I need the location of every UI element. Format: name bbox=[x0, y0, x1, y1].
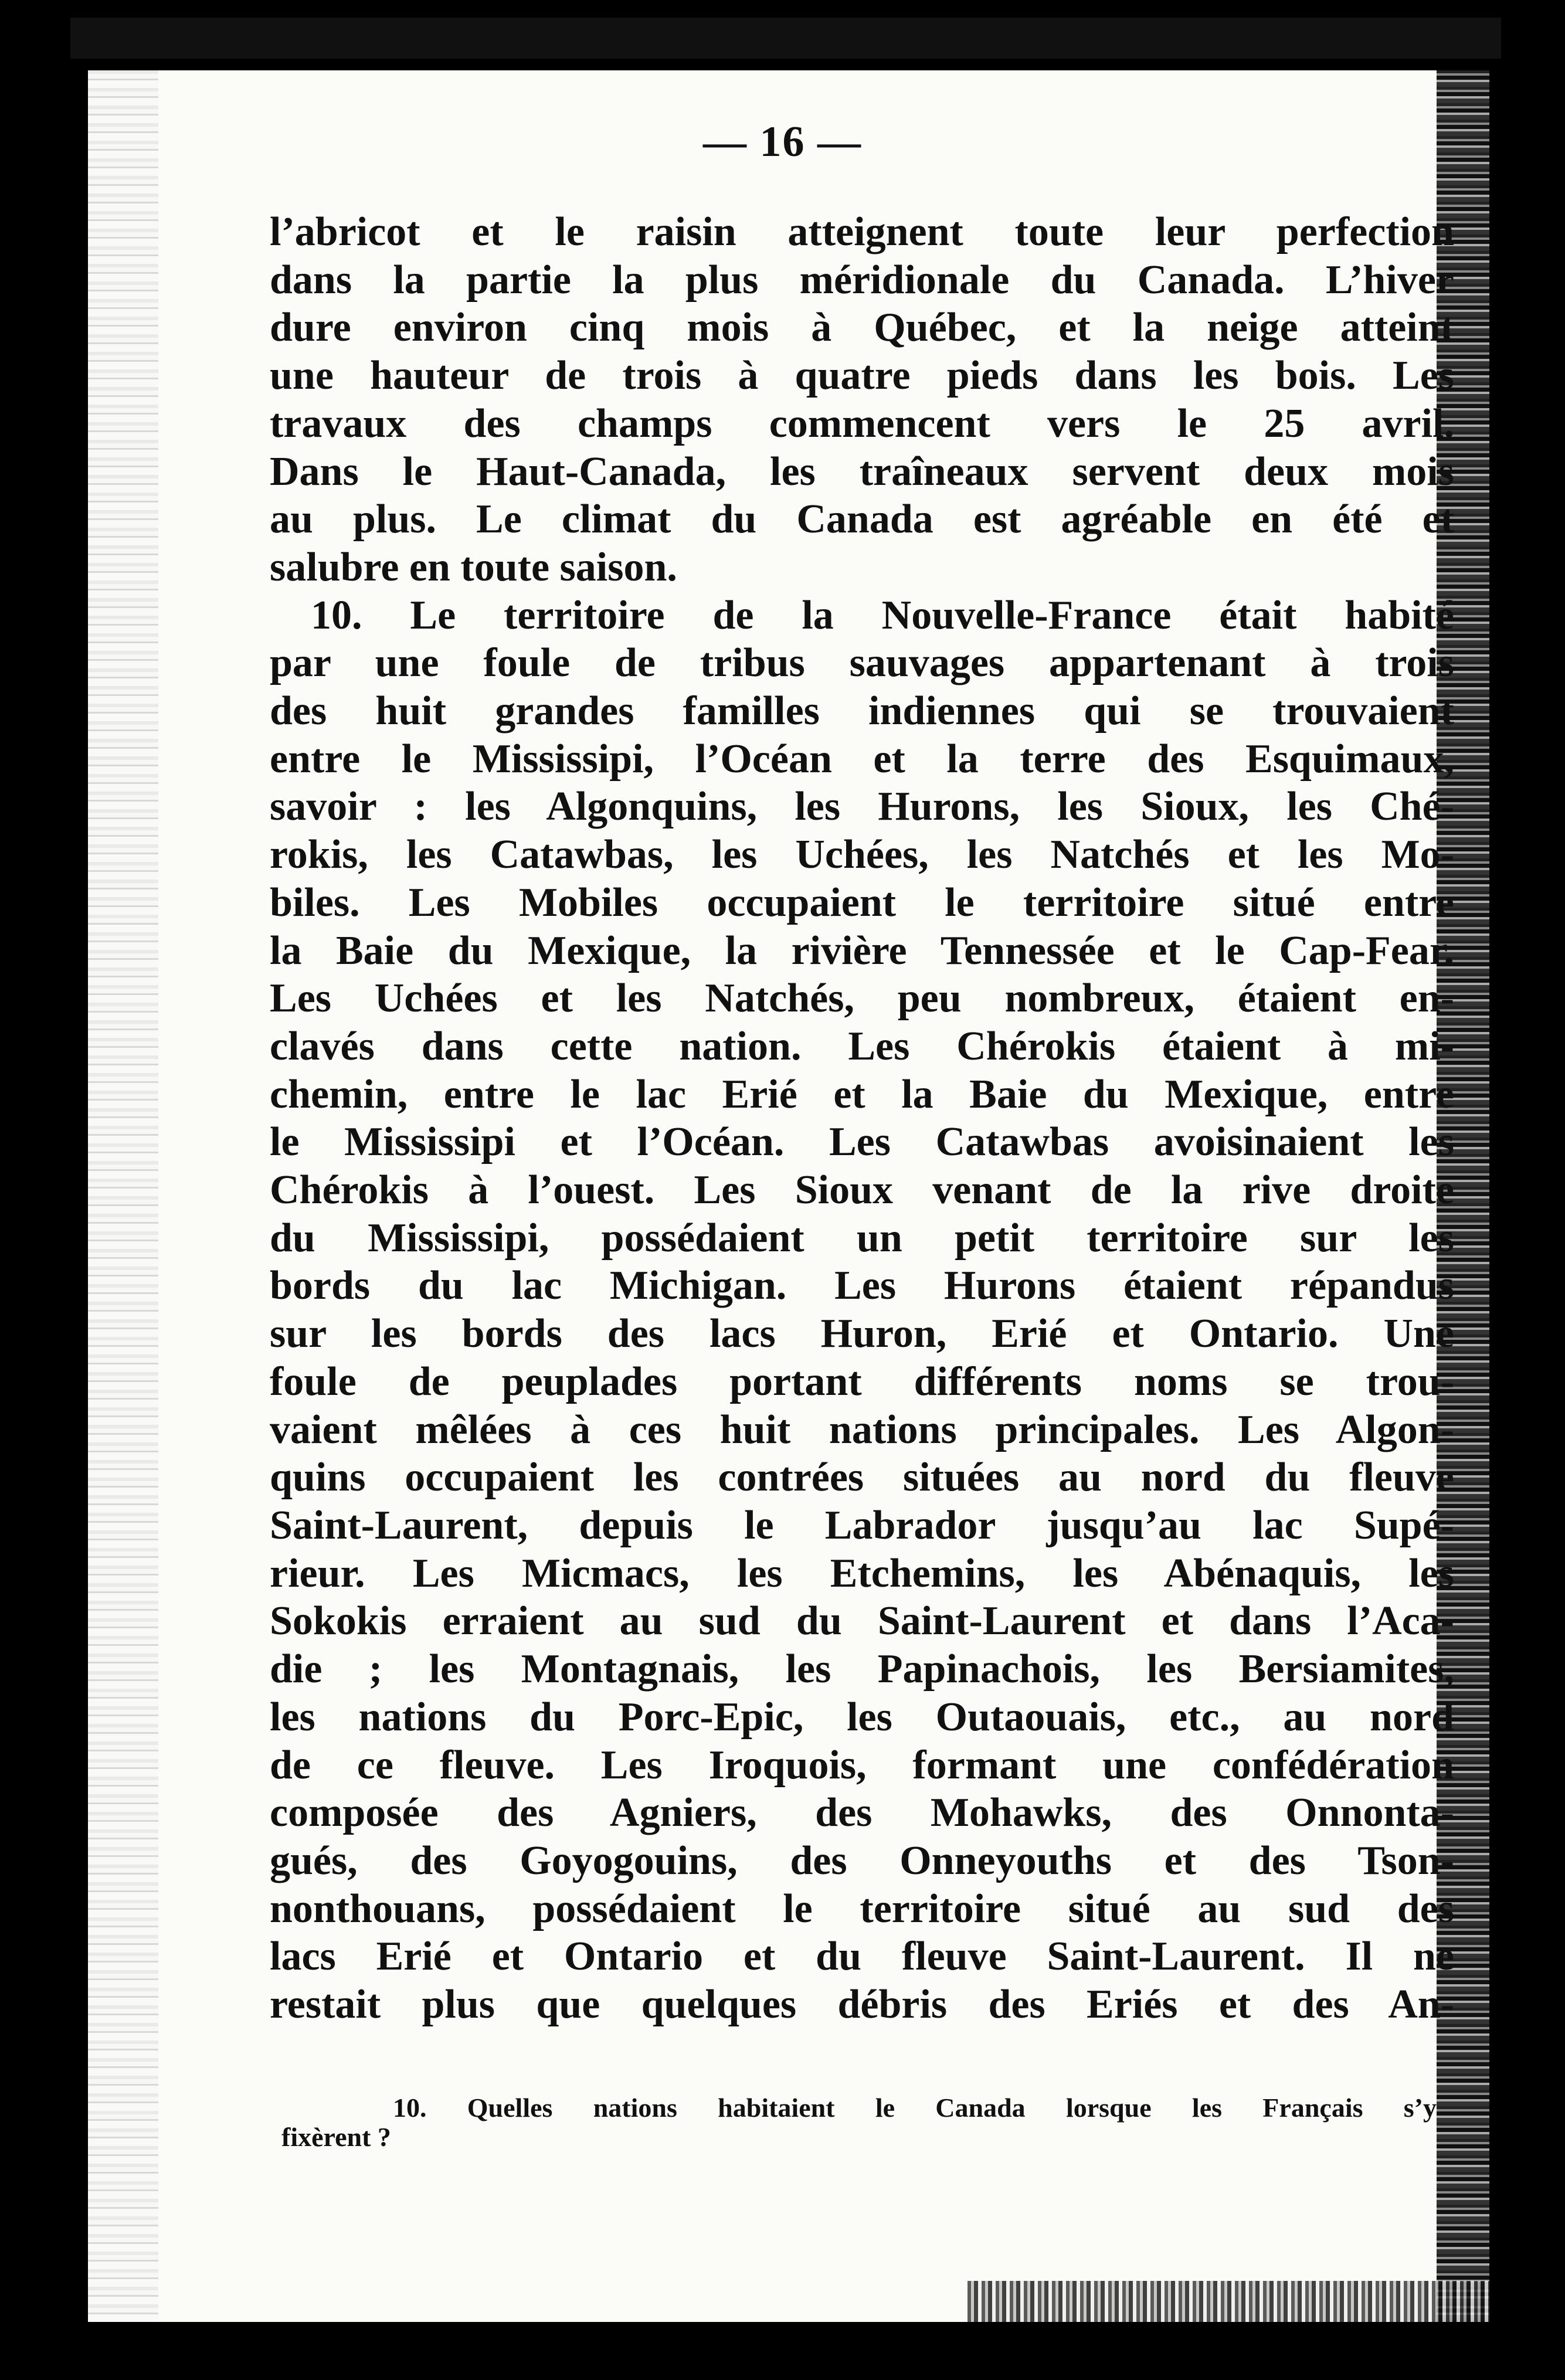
text-line: rieur. Les Micmacs, les Etchemins, les Abénaquis, les bbox=[270, 1550, 1454, 1596]
paragraph-2 bbox=[270, 592, 1454, 2029]
text-line: sur les bords des lacs Huron, Erié et Ontario. Une bbox=[270, 1311, 1454, 1357]
text-line: 10. Le territoire de la Nouvelle-France était habité bbox=[311, 592, 1454, 638]
text-line: dans la partie la plus méridionale du Canada. L’hiver bbox=[270, 257, 1454, 303]
text-line: au plus. Le climat du Canada est agréable en été et bbox=[270, 497, 1454, 542]
text-line: des huit grandes familles indiennes qui se trouvaient bbox=[270, 688, 1454, 734]
page-number: — 16 — bbox=[703, 118, 862, 166]
text-line: vaient mêlées à ces huit nations principales. Les Algon- bbox=[270, 1407, 1454, 1452]
text-line: la Baie du Mexique, la rivière Tennessée et le Cap-Fear. bbox=[270, 928, 1454, 973]
text-line: entre le Mississipi, l’Océan et la terre des Esquimaux, bbox=[270, 736, 1454, 782]
text-line: rokis, les Catawbas, les Uchées, les Natchés et les Mo- bbox=[270, 832, 1454, 878]
page-bottom-edge bbox=[967, 2281, 1489, 2322]
text-line: chemin, entre le lac Erié et la Baie du Mexique, entre bbox=[270, 1071, 1454, 1117]
footnote-question bbox=[281, 2093, 1454, 2152]
text-line: le Mississipi et l’Océan. Les Catawbas avoisinaient les bbox=[270, 1119, 1454, 1165]
text-line: nonthouans, possédaient le territoire situé au sud des bbox=[270, 1886, 1454, 1931]
question-line: 10. Quelles nations habitaient le Canada lorsque les Français s’y bbox=[393, 2093, 1437, 2123]
text-line: par une foule de tribus sauvages appartenant à trois bbox=[270, 640, 1454, 686]
text-line: composée des Agniers, des Mohawks, des Onnonta- bbox=[270, 1790, 1454, 1836]
text-line: gués, des Goyogouins, des Onneyouths et des Tson- bbox=[270, 1838, 1454, 1883]
text-line: die ; les Montagnais, les Papinachois, les Bersiamites, bbox=[270, 1646, 1454, 1692]
text-line: Sokokis erraient au sud du Saint-Laurent et dans l’Aca- bbox=[270, 1598, 1454, 1644]
text-line: foule de peuplades portant différents noms se trou- bbox=[270, 1359, 1454, 1404]
text-line: Chérokis à l’ouest. Les Sioux venant de la rive droite bbox=[270, 1167, 1454, 1213]
text-line: biles. Les Mobiles occupaient le territoire situé entre bbox=[270, 880, 1454, 925]
text-line: quins occupaient les contrées situées au nord du fleuve bbox=[270, 1455, 1454, 1500]
scan-top-border bbox=[70, 18, 1501, 59]
text-line: lacs Erié et Ontario et du fleuve Saint-Laurent. Il ne bbox=[270, 1934, 1454, 1980]
paragraph-1 bbox=[270, 208, 1454, 592]
question-line: fixèrent ? bbox=[281, 2122, 391, 2152]
text-line: Les Uchées et les Natchés, peu nombreux, étaient en- bbox=[270, 976, 1454, 1021]
page-body-text bbox=[270, 208, 1454, 2029]
text-line: Dans le Haut-Canada, les traîneaux servent deux mois bbox=[270, 449, 1454, 494]
text-line: restait plus que quelques débris des Eriés et des An- bbox=[270, 1982, 1454, 2028]
text-line: dure environ cinq mois à Québec, et la neige atteint bbox=[270, 305, 1454, 351]
text-line: Saint-Laurent, depuis le Labrador jusqu’au lac Supé- bbox=[270, 1502, 1454, 1548]
text-line: une hauteur de trois à quatre pieds dans les bois. Les bbox=[270, 353, 1454, 399]
page-left-edge bbox=[88, 70, 158, 2322]
text-line: de ce fleuve. Les Iroquois, formant une confédération bbox=[270, 1742, 1454, 1788]
text-line: du Mississipi, possédaient un petit territoire sur les bbox=[270, 1215, 1454, 1261]
text-line: travaux des champs commencent vers le 25 avril. bbox=[270, 400, 1454, 446]
text-line: les nations du Porc-Epic, les Outaouais, etc., au nord bbox=[270, 1694, 1454, 1740]
text-line: l’abricot et le raisin atteignent toute leur perfection bbox=[270, 209, 1454, 254]
text-line: salubre en toute saison. bbox=[270, 544, 677, 590]
text-line: savoir : les Algonquins, les Hurons, les Sioux, les Ché- bbox=[270, 784, 1454, 830]
text-line: clavés dans cette nation. Les Chérokis étaient à mi- bbox=[270, 1023, 1454, 1069]
text-line: bords du lac Michigan. Les Hurons étaient répandus bbox=[270, 1263, 1454, 1309]
